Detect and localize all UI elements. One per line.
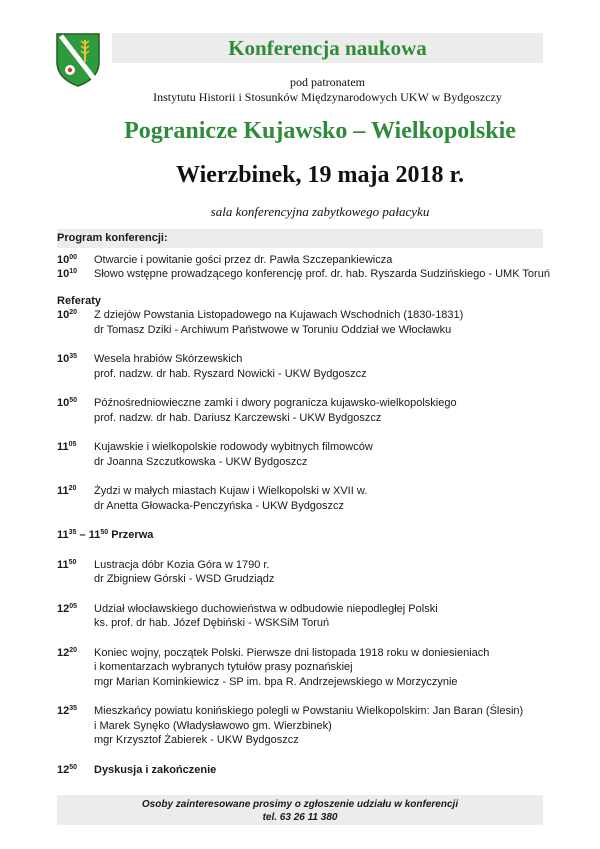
program	[57, 229, 550, 777]
talk-line: Udział włocławskiego duchowieństwa w odbudowie niepodległej Polski	[94, 602, 438, 615]
time-label: $12^{50}$	[57, 763, 78, 776]
talk-speaker: prof. nadzw. dr hab. Dariusz Karczewski - UKW Bydgoszcz	[94, 411, 382, 424]
time-label: $12^{20}$	[57, 646, 78, 659]
time-label: $11^{20}$	[57, 485, 77, 497]
time-label: $10^{10}$	[57, 268, 78, 280]
time-label: $10^{50}$	[57, 397, 78, 409]
talk-line: i komentarzach wybranych tytułów prasy poznańskiej	[94, 661, 353, 673]
break-label: Przerwa	[111, 529, 154, 541]
talk-title: Późnośredniowieczne zamki i dwory pogranicza kujawsko-wielkopolskiego	[94, 397, 457, 409]
footer-note: Osoby zainteresowane prosimy o zgłoszenie udziału w konferencji	[141, 799, 459, 810]
patronage-line: pod patronatem	[290, 75, 365, 89]
section-heading-talks: Referaty	[57, 294, 102, 307]
talk-item	[57, 704, 543, 748]
talk-line: mgr Marian Kominkiewicz - SP im. bpa R. Andrzejewskiego w Morzyczynie	[94, 675, 458, 688]
talk-item	[57, 484, 543, 513]
footer-phone: tel. 63 26 11 380	[262, 812, 338, 823]
closing-text: Dyskusja i zakończenie	[94, 763, 217, 776]
talk-line: Mieszkańcy powiatu konińskiego polegli w Powstaniu Wielkopolskim: Jan Baran (Ślesin)	[94, 705, 524, 717]
talk-title: Z dziejów Powstania Listopadowego na Kujawach Wschodnich (1830-1831)	[94, 309, 464, 321]
time-label: $10^{35}$	[57, 353, 78, 365]
patronage	[112, 75, 543, 105]
talk-line: Koniec wojny, początek Polski. Pierwsze dni listopada 1918 roku w doniesieniach	[94, 646, 490, 659]
time-label: $12^{35}$	[57, 705, 78, 717]
talk-title: Kujawskie i wielkopolskie rodowody wybitnych filmowców	[94, 441, 373, 453]
talk-item	[57, 308, 543, 337]
item-text: Otwarcie i powitanie gości przez dr. Pawła Szczepankiewicza	[94, 253, 393, 266]
patronage-institute: Instytutu Historii i Stosunków Międzynarodowych UKW w Bydgoszczy	[153, 90, 502, 104]
time-label: $12^{05}$	[57, 602, 78, 615]
talk-line: Lustracja dóbr Kozia Góra w 1790 r.	[94, 558, 270, 571]
talk-line: i Marek Synęko (Władysławowo gm. Wierzbinek)	[94, 719, 332, 732]
coat-of-arms-icon	[55, 32, 101, 87]
program-item	[57, 253, 543, 268]
footer-contact	[57, 795, 543, 825]
item-text: Słowo wstępne prowadzącego konferencję prof. dr. hab. Ryszarda Sudzińskiego - UMK Toruń	[94, 268, 550, 280]
conference-subtitle: Pogranicze Kujawsko – Wielkopolskie	[124, 118, 516, 144]
talk-item	[57, 602, 543, 631]
talk-speaker: dr Joanna Szczutkowska - UKW Bydgoszcz	[94, 455, 308, 468]
venue: sala konferencyjna zabytkowego pałacyku	[210, 204, 430, 219]
talk-line: dr Zbigniew Górski - WSD Grudziądz	[94, 573, 275, 585]
time-label: $11^{50}$	[57, 558, 77, 571]
time-label: $10^{00}$	[57, 253, 78, 266]
program-heading: Program konferencji:	[57, 229, 543, 248]
conference-title: Konferencja naukowa	[228, 36, 427, 60]
talk-item	[57, 558, 543, 587]
time-label: $10^{20}$	[57, 309, 78, 321]
talk-title: Wesela hrabiów Skórzewskich	[94, 353, 243, 365]
talk-title: Żydzi w małych miastach Kujaw i Wielkopolski w XVII w.	[94, 485, 368, 497]
program-item	[57, 267, 550, 282]
talk-item	[57, 352, 543, 381]
talk-item	[57, 396, 543, 425]
talk-item	[57, 440, 543, 469]
place-and-date: Wierzbinek, 19 maja 2018 r.	[176, 162, 464, 188]
talk-speaker: dr Tomasz Dziki - Archiwum Państwowe w Toruniu Oddział we Włocławku	[94, 323, 452, 336]
talk-item	[57, 646, 543, 690]
talk-line: mgr Krzysztof Żabierek - UKW Bydgoszcz	[94, 734, 299, 746]
talk-speaker: prof. nadzw. dr hab. Ryszard Nowicki - UKW Bydgoszcz	[94, 367, 367, 380]
break-item: $11^{35} - 11^{50}$ Przerwa	[57, 529, 154, 541]
time-label: $11^{05}$	[57, 441, 77, 453]
closing-item	[57, 763, 543, 778]
talk-speaker: dr Anetta Głowacka-Penczyńska - UKW Bydgoszcz	[94, 499, 345, 512]
talk-line: ks. prof. dr hab. Józef Dębiński - WSKSiM Toruń	[94, 617, 330, 629]
